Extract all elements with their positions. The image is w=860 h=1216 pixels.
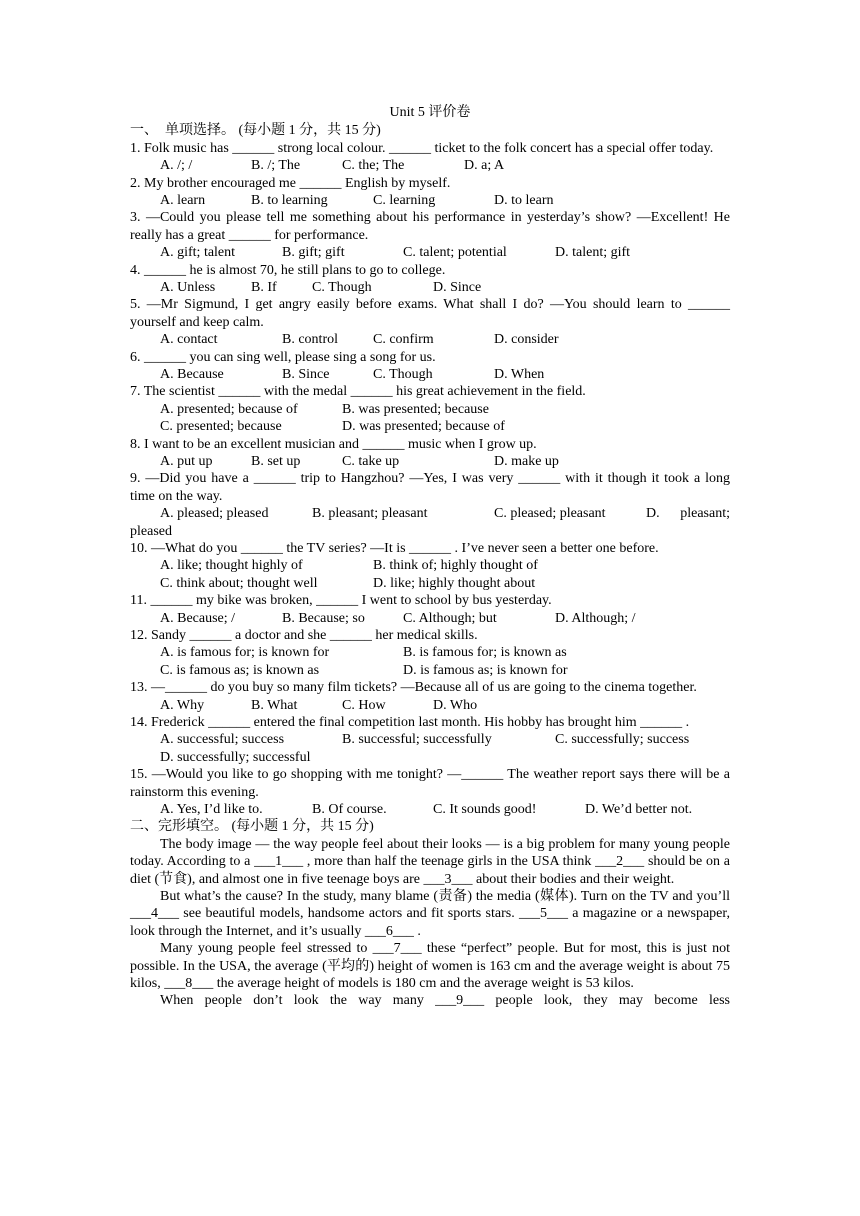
option-d: D. consider [494,332,559,348]
question-14-options-row2 [130,749,730,766]
option-a: A. /; / [160,158,193,174]
option-d: D. successfully; successful [160,749,311,765]
question-3-stem: 3. —Could you please tell me something about his performance in yesterday’s show? —Excellent! He really has a great ______ for performance. [130,210,730,243]
question-15-options [130,801,730,818]
question-13-stem: 13. —______ do you buy so many film tickets? —Because all of us are going to the cinema together. [130,680,697,696]
option-d: D. We’d better not. [585,801,693,817]
question-2-stem: 2. My brother encouraged me ______ English by myself. [130,175,451,191]
question-5-stem: 5. —Mr Sigmund, I get angry easily before exams. What shall I do? —You should learn to ______ yourself and keep calm. [130,297,730,330]
option-a: A. learn [160,193,206,209]
page-title: Unit 5 评价卷 [389,105,471,120]
section1-heading: 一、 单项选择。 (每小题 1 分，共 15 分) [130,123,381,139]
option-b: B. successful; successfully [342,732,492,748]
question-14-stem: 14. Frederick ______ entered the final competition last month. His hobby has brought him ______ . [130,714,690,730]
question-8-options [130,453,730,470]
option-b: B. is famous for; is known as [403,645,567,661]
option-a: A. like; thought highly of [160,558,303,574]
option-b: B. set up [251,454,301,469]
cloze-paragraph-3: Many young people feel stressed to ___7___ these “perfect” people. But for most, this is just not possible. In the USA, the average (平均的) height of women is 163 cm and the average weight is about 75 kilos, ___8___ the average height of models is 180 cm and the average weight is 53 kilos. [130,941,730,992]
option-d: D. When [494,367,545,383]
option-a: A. is famous for; is known for [160,645,330,661]
option-d: D. Although; / [555,610,636,626]
option-b: B. was presented; because [342,401,489,417]
option-b: B. What [251,697,298,713]
option-b: B. Of course. [312,801,387,817]
question-11-stem: 11. ______ my bike was broken, ______ I went to school by bus yesterday. [130,593,552,609]
option-d: D. talent; gift [555,245,631,261]
question-12-stem: 12. Sandy ______ a doctor and she ______ her medical skills. [130,627,478,643]
option-c: C. learning [373,193,436,209]
option-d: D. Who [433,697,478,713]
question-7-options-row2 [130,418,730,435]
question-7-options-row1 [130,401,730,418]
section2-heading: 二、完形填空。 (每小题 1 分，共 15 分) [130,819,374,835]
option-b: B. gift; gift [282,245,345,261]
option-c: C. presented; because [160,419,282,435]
option-d-letter: D. [646,506,660,522]
question-11-options [130,610,730,627]
option-d-first: pleasant; [680,506,730,522]
option-a: A. Yes, I’d like to. [160,801,263,817]
question-2-options [130,192,730,209]
option-a: A. pleased; pleased [160,506,269,522]
option-b: B. control [282,332,338,348]
question-5-options [130,331,730,348]
question-9-options [130,505,730,522]
option-c: C. Although; but [403,610,497,626]
question-1-stem: 1. Folk music has ______ strong local colour. ______ ticket to the folk concert has a special offer today. [130,140,714,156]
question-10-options-row2 [130,575,730,592]
option-a: A. Because [160,367,224,383]
option-d: D. Since [433,280,482,296]
option-d: D. was presented; because of [342,419,505,435]
question-10-stem: 10. —What do you ______ the TV series? —It is ______ . I’ve never seen a better one before. [130,541,659,556]
option-d: D. is famous as; is known for [403,662,568,678]
option-a: A. put up [160,454,213,469]
option-a: A. presented; because of [160,401,298,417]
option-a: A. Unless [160,280,216,296]
question-12-options-row1 [130,644,730,661]
question-6-stem: 6. ______ you can sing well, please sing a song for us. [130,349,436,365]
option-c: C. talent; potential [403,245,507,261]
question-4-options [130,279,730,296]
option-c: C. Though [312,280,372,296]
cloze-paragraph-1: The body image — the way people feel about their looks — is a big problem for many young people today. According to a ___1___ , more than half the teenage girls in the USA think ___2___ should be on a diet (节食), and almost one in five teenage boys are ___3___ about their bodies and their weight. [130,836,730,887]
cloze-paragraph-4: When people don’t look the way many ___9___ people look, they may become less [160,993,730,1009]
option-c: C. think about; thought well [160,575,318,591]
option-c: C. take up [342,454,400,469]
option-d: D. to learn [494,193,554,209]
option-c: C. Though [373,367,433,383]
question-3-options [130,244,730,261]
option-b: B. /; The [251,158,301,174]
option-c: C. confirm [373,332,434,348]
option-a: A. contact [160,332,218,348]
option-b: B. to learning [251,193,328,209]
question-4-stem: 4. ______ he is almost 70, he still plans to go to college. [130,262,446,278]
option-c: C. the; The [342,158,405,174]
option-c: C. successfully; success [555,732,690,748]
option-a: A. gift; talent [160,245,236,261]
question-14-options-row1 [130,731,730,748]
question-6-options [130,366,730,383]
option-b: B. pleasant; pleasant [312,506,428,522]
option-b: B. If [251,280,277,296]
question-15-stem: 15. —Would you like to go shopping with me tonight? —______ The weather report says there will be a rainstorm this evening. [130,767,730,800]
exam-page [130,104,730,1010]
question-8-stem: 8. I want to be an excellent musician and ______ music when I grow up. [130,436,537,452]
option-d: D. a; A [464,158,505,174]
question-10-options-row1 [130,557,730,574]
question-13-options [130,697,730,714]
option-a: A. Why [160,697,205,713]
option-b: B. Because; so [282,610,365,626]
question-12-options-row2 [130,662,730,679]
question-7-stem: 7. The scientist ______ with the medal ______ his great achievement in the field. [130,384,586,400]
option-c: C. pleased; pleasant [494,506,606,522]
question-1-options [130,157,730,174]
option-d: D. make up [494,454,559,469]
question-9-stem: 9. —Did you have a ______ trip to Hangzhou? —Yes, I was very ______ with it though it took a long time on the way. [130,471,730,504]
option-a: A. successful; success [160,732,285,748]
question-9-option-d-wrap: pleased [130,523,172,539]
option-d: D. like; highly thought about [373,575,536,591]
option-c: C. is famous as; is known as [160,662,320,678]
option-c: C. How [342,697,386,713]
option-a: A. Because; / [160,610,236,626]
option-b: B. think of; highly thought of [373,558,538,574]
option-b: B. Since [282,367,330,383]
cloze-paragraph-2: But what’s the cause? In the study, many blame (责备) the media (媒体). Turn on the TV and you’ll ___4___ see beautiful models, handsome actors and fit sports stars. ___5___ a magazine or a newspaper, look through the Internet, and it’s usually ___6___ . [130,888,730,939]
option-c: C. It sounds good! [433,801,537,817]
